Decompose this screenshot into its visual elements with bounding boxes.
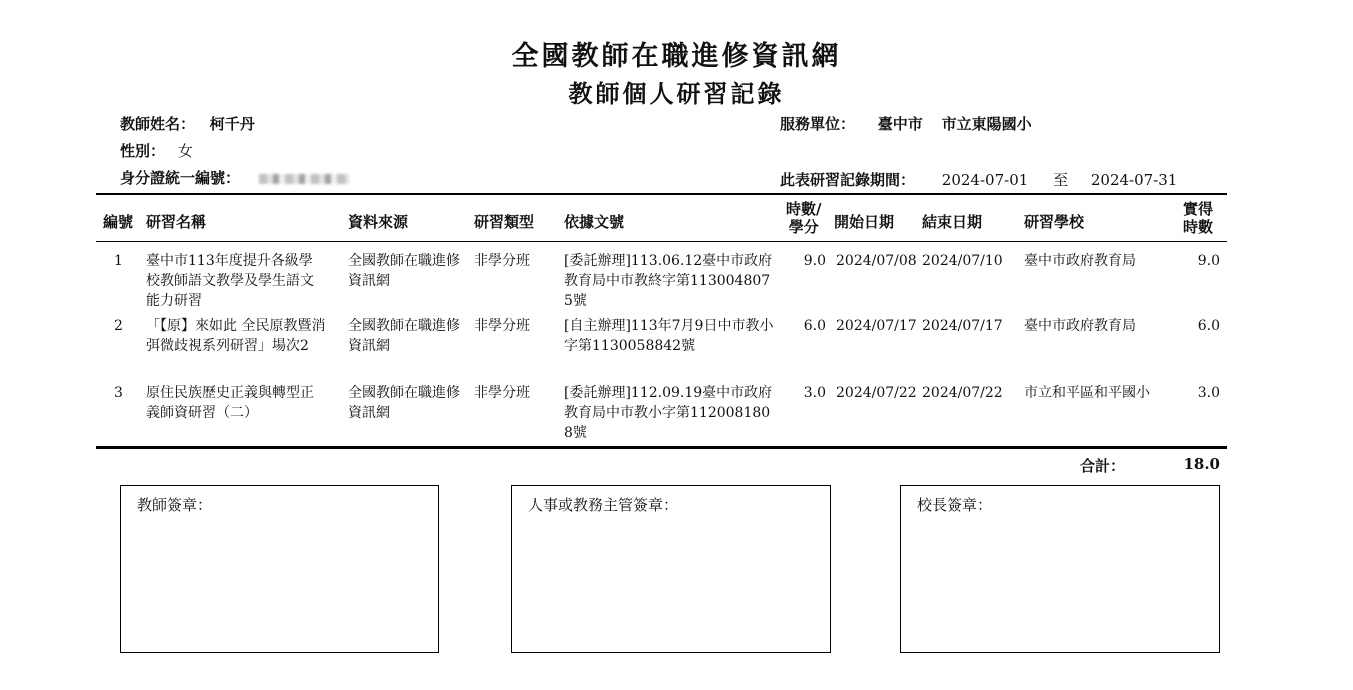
gender-row — [120, 140, 193, 161]
total-value: 18.0 — [1183, 455, 1220, 473]
period-label: 此表研習記錄期間： — [780, 171, 916, 189]
col-header-earned — [1183, 200, 1213, 236]
id-label: 身分證統一編號： — [120, 169, 241, 187]
col-header-school: 研習學校 — [1024, 213, 1085, 231]
hr-signature-box — [511, 485, 831, 653]
teacher-name-row — [120, 113, 255, 134]
row-course-name: 「【原】來如此 全民原教暨消弭微歧視系列研習」場次2 — [146, 318, 326, 354]
id-redacted — [259, 174, 349, 184]
period-sep: 至 — [1053, 171, 1069, 189]
row-no: 1 — [114, 253, 123, 269]
row-end: 2024/07/10 — [922, 253, 1003, 269]
unit-school: 市立東陽國小 — [941, 115, 1032, 133]
col-header-earned-line2: 時數 — [1183, 218, 1214, 236]
col-header-no: 編號 — [103, 213, 134, 231]
row-source: 全國教師在職進修資訊網 — [348, 385, 460, 421]
row-hours: 3.0 — [803, 385, 826, 401]
col-header-type: 研習類型 — [474, 213, 535, 231]
row-earned: 6.0 — [1197, 318, 1220, 334]
row-hours: 9.0 — [803, 253, 826, 269]
row-type: 非學分班 — [474, 253, 530, 269]
col-header-end: 結束日期 — [922, 213, 983, 231]
unit-city: 臺中市 — [877, 115, 923, 133]
row-start: 2024/07/17 — [836, 318, 917, 334]
teacher-name: 柯千丹 — [209, 115, 255, 133]
row-course-name: 原住民族歷史正義與轉型正義師資研習（二） — [146, 385, 314, 421]
col-header-source: 資料來源 — [348, 213, 409, 231]
document-title: 教師個人研習記錄 — [568, 79, 785, 108]
row-earned: 3.0 — [1197, 385, 1220, 401]
row-school: 臺中市政府教育局 — [1024, 318, 1136, 334]
row-doc: [自主辦理]113年7月9日中市教小字第1130058842號 — [564, 318, 774, 354]
col-header-start: 開始日期 — [834, 213, 895, 231]
row-hours: 6.0 — [803, 318, 826, 334]
row-school: 臺中市政府教育局 — [1024, 253, 1136, 269]
unit-label: 服務單位： — [780, 115, 856, 133]
row-earned: 9.0 — [1197, 253, 1220, 269]
total-label: 合計： — [1080, 457, 1126, 475]
teacher-name-label: 教師姓名： — [120, 115, 196, 133]
period-end: 2024-07-31 — [1090, 171, 1178, 189]
teacher-signature-label: 教師簽章： — [137, 496, 213, 514]
row-no: 3 — [114, 385, 123, 401]
col-header-hours-line1: 時數/ — [786, 200, 822, 218]
row-no: 2 — [114, 318, 123, 334]
row-doc: [委託辦理]113.06.12臺中市政府教育局中市教終字第1130048075號 — [564, 253, 773, 309]
row-course-name: 臺中市113年度提升各級學校教師語文教學及學生語文能力研習 — [146, 253, 314, 309]
row-school: 市立和平區和平國小 — [1024, 385, 1150, 401]
teacher-signature-box — [120, 485, 439, 653]
id-row — [120, 167, 349, 188]
col-header-name: 研習名稱 — [146, 213, 207, 231]
table-bottom-rule — [96, 446, 1227, 449]
hr-signature-label: 人事或教務主管簽章： — [528, 496, 679, 514]
row-source: 全國教師在職進修資訊網 — [348, 318, 460, 354]
col-header-earned-line1: 實得 — [1183, 200, 1214, 218]
row-end: 2024/07/17 — [922, 318, 1003, 334]
row-type: 非學分班 — [474, 385, 530, 401]
col-header-hours — [786, 200, 821, 236]
period-start: 2024-07-01 — [941, 171, 1029, 189]
principal-signature-box — [900, 485, 1220, 653]
row-end: 2024/07/22 — [922, 385, 1003, 401]
period-row — [780, 169, 1177, 190]
row-type: 非學分班 — [474, 318, 530, 334]
col-header-hours-line2: 學分 — [788, 218, 819, 236]
row-start: 2024/07/22 — [836, 385, 917, 401]
unit-row — [780, 113, 1032, 134]
row-start: 2024/07/08 — [836, 253, 917, 269]
col-header-doc: 依據文號 — [564, 213, 625, 231]
site-title: 全國教師在職進修資訊網 — [511, 41, 842, 72]
row-doc: [委託辦理]112.09.19臺中市政府教育局中市教小字第1120081808號 — [564, 385, 773, 441]
principal-signature-label: 校長簽章： — [917, 496, 993, 514]
gender-value: 女 — [177, 142, 193, 160]
table-top-rule — [96, 193, 1227, 195]
row-source: 全國教師在職進修資訊網 — [348, 253, 460, 289]
gender-label: 性別： — [120, 142, 166, 160]
header-rule — [96, 241, 1227, 242]
